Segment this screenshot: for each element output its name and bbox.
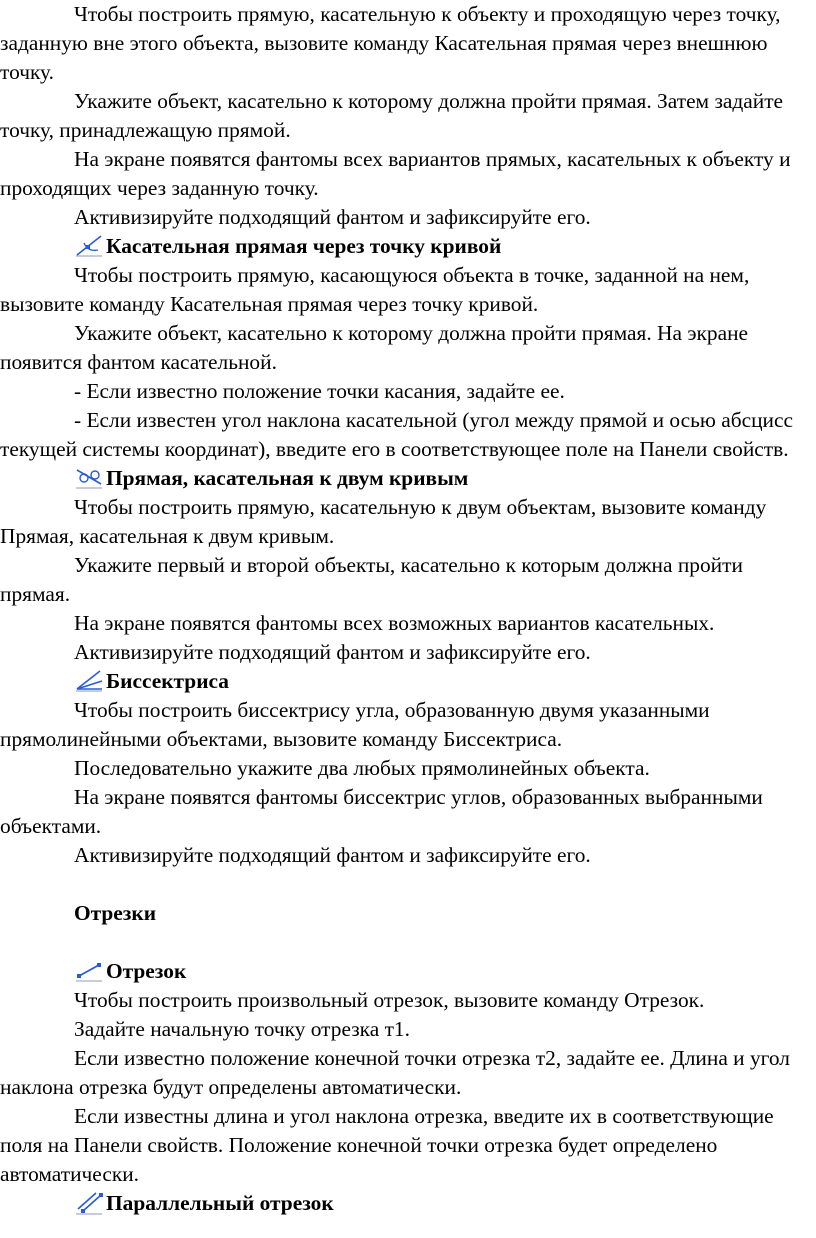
paragraph: - Если известен угол наклона касательной (угол между прямой и осью абсцисс текущей системы координат), введите его в соответствующее поле на Панели свойств.: [0, 408, 793, 461]
section-heading: [0, 667, 810, 696]
paragraph: На экране появятся фантомы всех вариантов прямых, касательных к объекту и проходящих через заданную точку.: [0, 147, 791, 200]
paragraph: Задайте начальную точку отрезка т1.: [74, 1017, 410, 1041]
paragraph: Чтобы построить прямую, касательную к двум объектам, вызовите команду Прямая, касательная к двум кривым.: [0, 495, 767, 548]
paragraph: Чтобы построить прямую, касательную к объекту и проходящую через точку, заданную вне этого объекта, вызовите команду Касательная прямая через внешнюю точку.: [0, 2, 781, 84]
section-title-text: Отрезки: [74, 901, 157, 925]
section-heading: [0, 957, 810, 986]
section-heading-text: Касательная прямая через точку кривой: [106, 234, 502, 258]
blank-line: [0, 870, 810, 899]
segment-icon: [74, 957, 104, 983]
paragraph: Укажите объект, касательно к которому должна пройти прямая. На экране появится фантом касательной.: [0, 321, 749, 374]
paragraph: Укажите объект, касательно к которому должна пройти прямая. Затем задайте точку, принадлежащую прямой.: [0, 89, 784, 142]
section-title: [0, 899, 810, 928]
section-heading: [0, 232, 810, 261]
tangent-line-through-point-icon: [74, 232, 104, 258]
paragraph: Чтобы построить биссектрису угла, образованную двумя указанными прямолинейными объектами, вызовите команду Биссектриса.: [0, 698, 710, 751]
parallel-segment-icon: [74, 1189, 104, 1215]
blank-line: [0, 928, 810, 957]
tangent-two-curves-icon: [74, 464, 104, 490]
paragraph: На экране появятся фантомы всех возможных вариантов касательных.: [74, 611, 715, 635]
paragraph: Активизируйте подходящий фантом и зафиксируйте его.: [74, 843, 591, 867]
paragraph: Последовательно укажите два любых прямолинейных объекта.: [74, 756, 650, 780]
paragraph: Если известны длина и угол наклона отрезка, введите их в соответствующие поля на Панели свойств. Положение конечной точки отрезка будет определено автоматически.: [0, 1104, 774, 1186]
section-heading-text: Прямая, касательная к двум кривым: [106, 466, 469, 490]
paragraph: Чтобы построить произвольный отрезок, вызовите команду Отрезок.: [74, 988, 705, 1012]
paragraph: Укажите первый и второй объекты, касательно к которым должна пройти прямая.: [0, 553, 743, 606]
paragraph: Чтобы построить прямую, касающуюся объекта в точке, заданной на нем, вызовите команду Касательная прямая через точку кривой.: [0, 263, 750, 316]
paragraph: Активизируйте подходящий фантом и зафиксируйте его.: [74, 640, 591, 664]
paragraph: На экране появятся фантомы биссектрис углов, образованных выбранными объектами.: [0, 785, 763, 838]
section-heading-text: Отрезок: [106, 959, 187, 983]
bisector-icon: [74, 667, 104, 693]
section-heading: [0, 1189, 810, 1218]
paragraph: Активизируйте подходящий фантом и зафиксируйте его.: [74, 205, 591, 229]
section-heading-text: Биссектриса: [106, 669, 229, 693]
paragraph: - Если известно положение точки касания, задайте ее.: [74, 379, 565, 403]
section-heading-text: Параллельный отрезок: [106, 1191, 334, 1215]
paragraph: Если известно положение конечной точки отрезка т2, задайте ее. Длина и угол наклона отрезка будут определены автоматически.: [0, 1046, 790, 1099]
section-heading: [0, 464, 810, 493]
